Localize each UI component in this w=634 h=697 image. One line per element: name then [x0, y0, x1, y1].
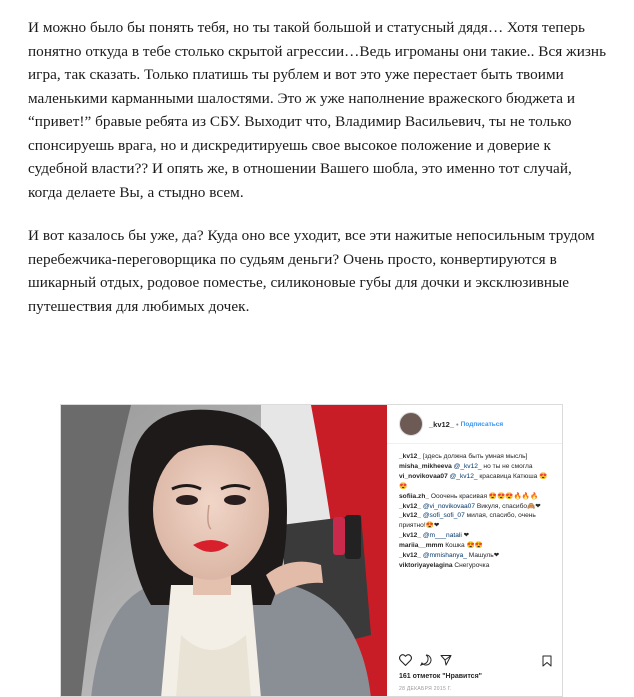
- like-button[interactable]: [399, 654, 412, 666]
- comment-username[interactable]: mariia__mmm: [399, 542, 444, 550]
- header-separator: •: [456, 419, 459, 429]
- comment: [399, 551, 554, 561]
- comment-text: милая, спасибо, очень приятно!😍❤: [399, 512, 536, 530]
- comment: [399, 492, 554, 502]
- comment-username[interactable]: _kv12_: [399, 532, 422, 540]
- likes-count[interactable]: 161 отметок "Нравится": [399, 673, 482, 680]
- comment-text: [здесь должна быть умная мысль]: [421, 453, 528, 460]
- comment: [399, 502, 554, 512]
- post-date: 28 ДЕКАБРЯ 2015 Г.: [399, 686, 452, 692]
- article-paragraph-1: И можно было бы понять тебя, но ты такой большой и статусный дядя… Хотя теперь понятно откуда в тебе столько скрытой агрессии…Ведь игроманы они такие.. Вся жизнь игра, так сказать. Только платишь ты рублем и вот это уже перестает быть твоими маленькими карманными шалостями. Это ж уже наполнение вражеского бюджета и “привет!” бравые ребята из СБУ. Выходит что, Владимир Васильевич, ты не только спонсируешь врага, но и дискредитируешь свое высокое положение и доверие к судебной власти?? И опять же, в отношении Вашего шобла, это именно тот случай, когда делаете Вы, а стыдно всем.: [28, 19, 607, 201]
- selfie-photo-illustration: [61, 405, 387, 697]
- share-button[interactable]: [440, 654, 452, 666]
- comment: [399, 462, 554, 472]
- comment-username[interactable]: sofiia.zh_: [399, 492, 430, 500]
- post-actions: [399, 654, 452, 666]
- comment: [399, 541, 554, 551]
- instagram-embed: [60, 404, 563, 697]
- share-icon: [440, 654, 452, 666]
- instagram-photo[interactable]: [61, 405, 387, 697]
- comment: [399, 452, 554, 462]
- comment: [399, 531, 554, 541]
- comment-text: Викуля, спасибо🙈❤: [475, 502, 541, 510]
- comment-username[interactable]: _kv12_: [399, 453, 422, 460]
- comment-mention[interactable]: @mmishanya_: [421, 552, 467, 560]
- comment-button[interactable]: [420, 654, 432, 666]
- comment-mention[interactable]: @m___natali: [421, 532, 462, 540]
- save-button[interactable]: [542, 654, 552, 672]
- comment-username[interactable]: _kv12_: [399, 502, 422, 510]
- comment-username[interactable]: viktoriyayelagina: [399, 561, 453, 569]
- heart-icon: [399, 654, 412, 666]
- comment-mention[interactable]: @_kv12_: [447, 472, 478, 480]
- comment: [399, 472, 554, 492]
- article-paragraph-2: И вот казалось бы уже, да? Куда оно все уходит, все эти нажитые непосильным трудом перебежчика-переговорщика по судьям деньги? Очень просто, конвертируются в шикарный отдых, родовое поместье, силиконовые губы для дочки и эксклюзивные путешествия для любимых дочек.: [28, 227, 595, 315]
- comment-text: Ооочень красивая 😍😍😍🔥🔥🔥: [429, 492, 539, 500]
- comment-mention[interactable]: @_kv12_: [451, 462, 482, 470]
- comment-username[interactable]: misha_mikheeva: [399, 462, 452, 470]
- comment-text: но ты не смогла: [481, 462, 533, 470]
- avatar[interactable]: [399, 412, 423, 436]
- comment-username[interactable]: _kv12_: [399, 512, 422, 520]
- bookmark-icon: [542, 655, 552, 667]
- post-username[interactable]: _kv12_: [429, 419, 455, 429]
- post-header: [387, 405, 562, 444]
- comment-text: Снегурочка: [452, 561, 490, 569]
- comments-list: [387, 444, 562, 571]
- instagram-side-panel: [387, 405, 562, 697]
- comment-bubble-icon: [420, 654, 432, 666]
- comment-text: ❤: [461, 532, 470, 540]
- comment-text: красавица Катюша 😍😍: [399, 472, 548, 490]
- comment-username[interactable]: _kv12_: [399, 552, 422, 560]
- follow-link[interactable]: Подписаться: [460, 420, 504, 428]
- comment-mention[interactable]: @vi_novikovaa07: [421, 502, 475, 510]
- comment-text: Машуль❤: [466, 552, 500, 560]
- comment: [399, 511, 554, 531]
- comment: [399, 561, 554, 571]
- comment-mention[interactable]: @sofi_sofi_07: [421, 512, 465, 520]
- comment-username[interactable]: vi_novikovaa07: [399, 472, 448, 480]
- comment-text: Кошка 😍😍: [443, 542, 483, 550]
- article-body: [28, 16, 608, 338]
